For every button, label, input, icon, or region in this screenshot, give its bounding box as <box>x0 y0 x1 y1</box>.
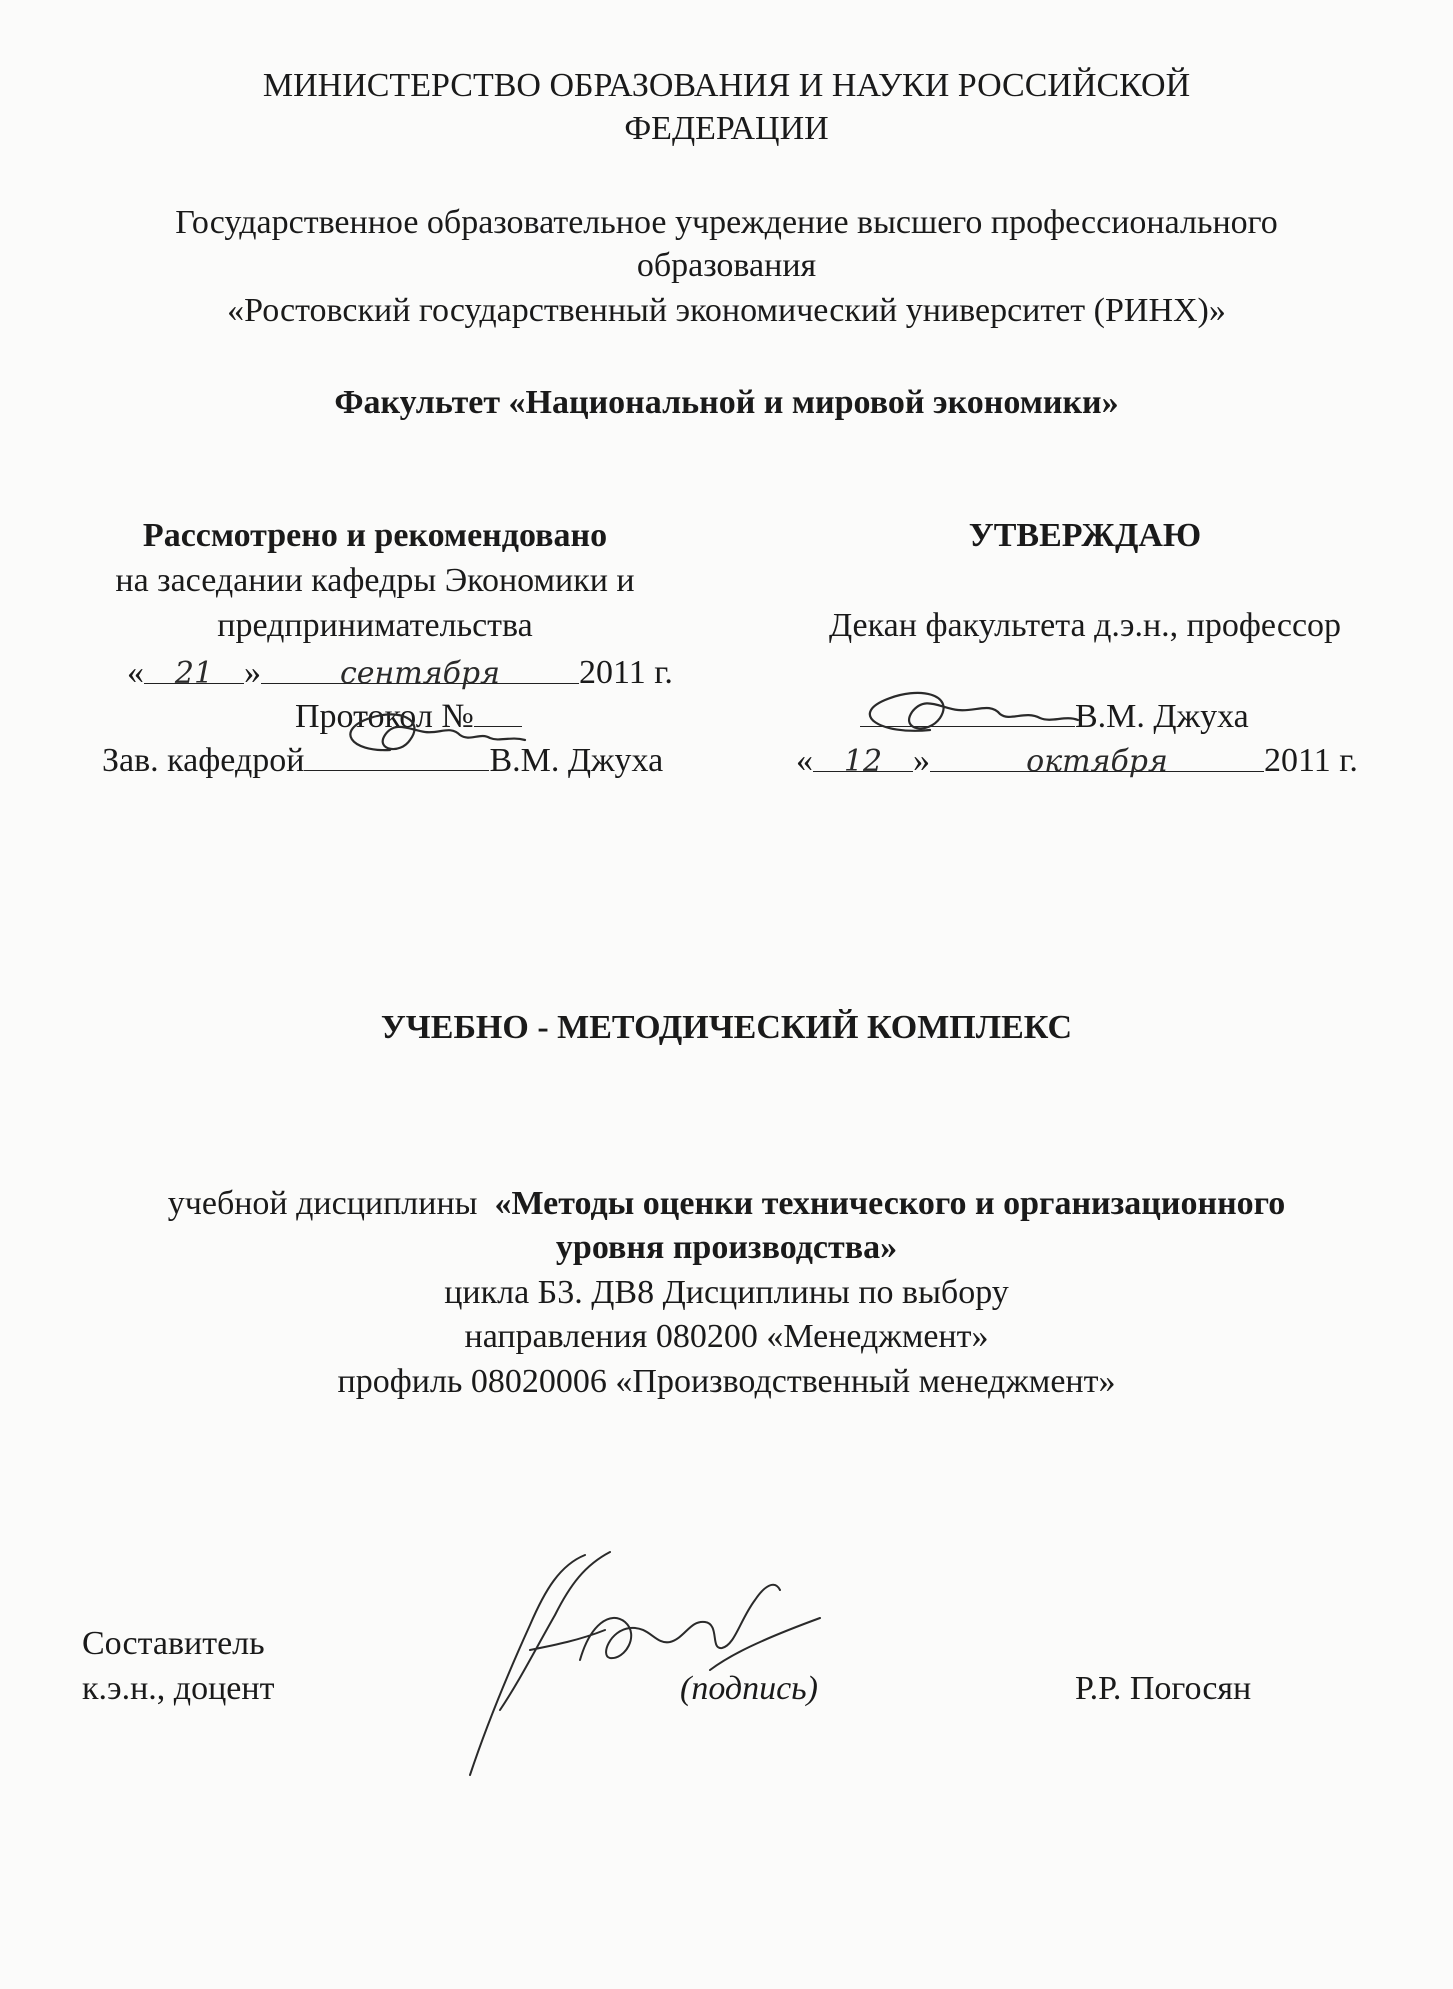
discipline-line-1 <box>0 1183 1453 1225</box>
ministry-line-1: МИНИСТЕРСТВО ОБРАЗОВАНИЯ И НАУКИ РОССИЙСКОЙ <box>262 67 1191 104</box>
author-signature <box>460 1530 830 1790</box>
right-date-close: » <box>913 742 930 779</box>
author-label: Составитель <box>82 1625 265 1662</box>
institution-line-1: Государственное образовательное учреждение высшего профессионального <box>175 204 1278 241</box>
right-date-month: октября <box>930 741 1264 772</box>
right-name-row <box>860 696 1249 738</box>
ministry-line-2: ФЕДЕРАЦИИ <box>624 110 829 147</box>
head-label: Зав. кафедрой <box>102 742 305 779</box>
institution-line-3: «Ростовский государственный экономический университет (РИНХ)» <box>227 292 1226 329</box>
right-block-position: Декан факультета д.э.н., профессор <box>828 607 1342 644</box>
faculty-title: Факультет «Национальной и мировой экономики» <box>334 384 1119 421</box>
left-block-title: Рассмотрено и рекомендовано <box>142 517 608 554</box>
discipline-name-line-1: «Методы оценки технического и организационного <box>494 1185 1286 1222</box>
left-head-row <box>102 740 663 782</box>
discipline-direction: направления 080200 «Менеджмент» <box>464 1318 989 1355</box>
left-date-year: 2011 г. <box>579 654 673 691</box>
right-date-row <box>796 740 1358 782</box>
left-date-open: « <box>127 654 144 691</box>
head-name: В.М. Джуха <box>489 742 664 779</box>
left-date-close: » <box>244 654 261 691</box>
author-degree: к.э.н., доцент <box>82 1670 275 1707</box>
left-block-line-2: предпринимательства <box>217 607 533 644</box>
left-date-month: сентября <box>261 653 579 684</box>
author-name: Р.Р. Погосян <box>1075 1670 1252 1707</box>
document-title: УЧЕБНО - МЕТОДИЧЕСКИЙ КОМПЛЕКС <box>380 1009 1073 1046</box>
protocol-label: Протокол № <box>295 698 474 735</box>
discipline-prefix: учебной дисциплины <box>167 1185 478 1222</box>
left-date-day: 21 <box>144 653 244 684</box>
dean-name: В.М. Джуха <box>1075 698 1249 735</box>
left-date-row <box>127 652 673 694</box>
right-date-open: « <box>796 742 813 779</box>
protocol-number-line <box>474 696 522 727</box>
signature-hint: (подпись) <box>680 1670 818 1707</box>
right-date-day: 12 <box>813 741 913 772</box>
dean-signature-line <box>860 696 1075 727</box>
left-block-line-1: на заседании кафедры Экономики и <box>115 562 635 599</box>
institution-line-2: образования <box>636 247 817 284</box>
discipline-profile: профиль 08020006 «Производственный менеджмент» <box>337 1363 1116 1400</box>
head-signature-line <box>304 740 489 771</box>
discipline-cycle: цикла Б3. ДВ8 Дисциплины по выбору <box>444 1274 1009 1311</box>
right-date-year: 2011 г. <box>1264 742 1358 779</box>
right-block-title: УТВЕРЖДАЮ <box>968 517 1202 554</box>
discipline-name-line-2: уровня производства» <box>555 1229 898 1266</box>
left-protocol-row <box>295 696 522 738</box>
